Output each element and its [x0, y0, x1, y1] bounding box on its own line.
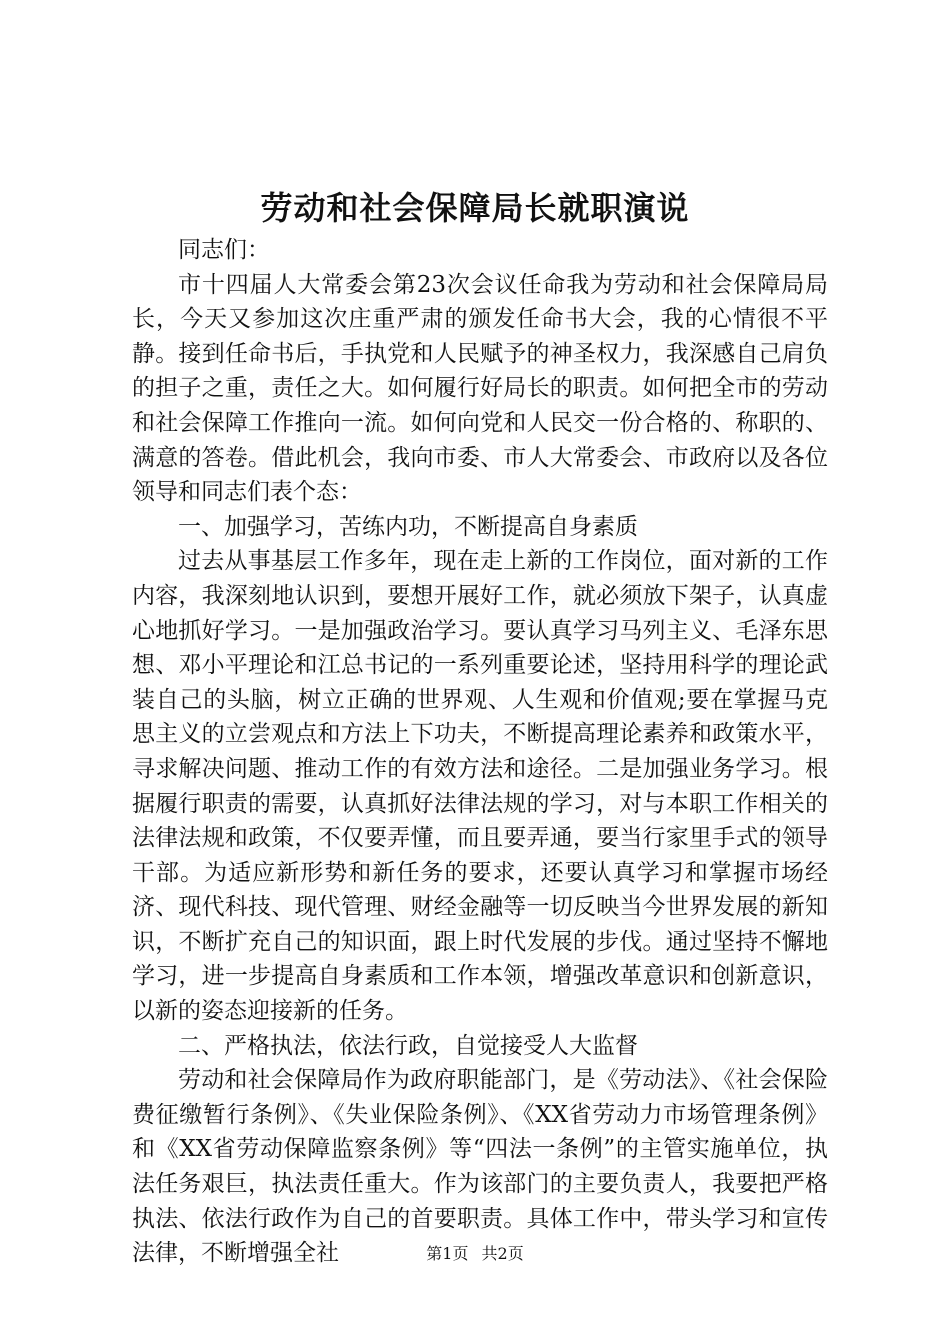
paragraph-law: 劳动和社会保障局作为政府职能部门，是《劳动法》、《社会保险费征缴暂行条例》、《失业保险条例》、《XX省劳动力市场管理条例》和《XX省劳动保障监察条例》等“四法一条例”的主管实施单位，执法任务艰巨，执法责任重大。作为该部门的主要负责人，我要把严格执法、依法行政作为自己的首要职责。具体工作中，带头学习和宣传法律，不断增强全社 — [132, 1067, 828, 1267]
paragraph-intro: 市十四届人大常委会第23次会议任命我为劳动和社会保障局局长，今天又参加这次庄重严肃的颁发任命书大会，我的心情很不平静。接到任命书后，手执党和人民赋予的神圣权力，我深感自己肩负的担子之重，责任之大。如何履行好局长的职责。如何把全市的劳动和社会保障工作推向一流。如何向党和人民交一份合格的、称职的、满意的答卷。借此机会，我向市委、市人大常委会、市政府以及各位领导和同志们表个态： — [132, 271, 828, 506]
page-number: 第1页 — [426, 1244, 469, 1263]
section-heading-2: 二、严格执法，依法行政，自觉接受人大监督 — [178, 1032, 638, 1059]
salutation: 同志们： — [178, 237, 270, 263]
document-body — [132, 233, 828, 1271]
paragraph-study: 过去从事基层工作多年，现在走上新的工作岗位，面对新的工作内容，我深刻地认识到，要想开展好工作，就必须放下架子，认真虚心地抓好学习。一是加强政治学习。要认真学习马列主义、毛泽东思想、邓小平理论和江总书记的一系列重要论述，坚持用科学的理论武装自己的头脑，树立正确的世界观、人生观和价值观;要在掌握马克思主义的立尝观点和方法上下功夫，不断提高理论素养和政策水平，寻求解决问题、推动工作的有效方法和途径。二是加强业务学习。根据履行职责的需要，认真抓好法律法规的学习，对与本职工作相关的法律法规和政策，不仅要弄懂，而且要弄通，要当行家里手式的领导干部。为适应新形势和新任务的要求，还要认真学习和掌握市场经济、现代科技、现代管理、财经金融等一切反映当今世界发展的新知识，不断扩充自己的知识面，跟上时代发展的步伐。通过坚持不懈地学习，进一步提高自身素质和工作本领，增强改革意识和创新意识，以新的姿态迎接新的任务。 — [132, 548, 828, 1025]
section-heading-1: 一、加强学习，苦练内功，不断提高自身素质 — [178, 513, 638, 540]
page-footer — [0, 1243, 950, 1265]
document-title: 劳动和社会保障局长就职演说 — [260, 189, 690, 227]
page-total: 共2页 — [481, 1244, 524, 1263]
